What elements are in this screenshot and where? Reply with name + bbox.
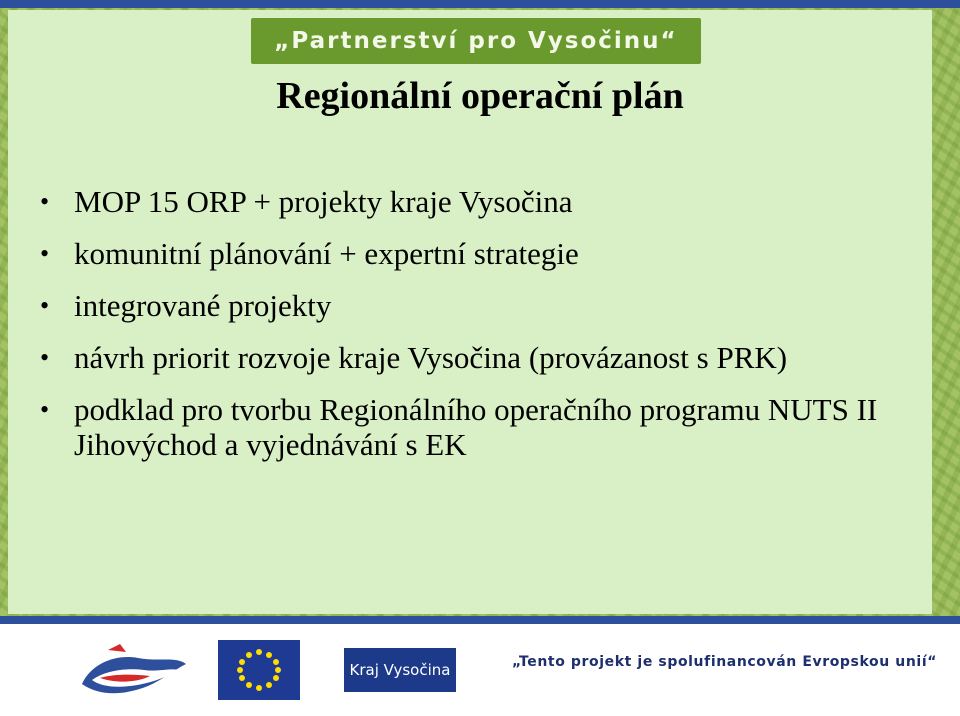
footer — [0, 624, 960, 716]
bullet-icon: • — [40, 291, 50, 320]
bullet-text: komunitní plánování + expertní strategie — [74, 236, 579, 271]
bullet-list — [40, 184, 920, 479]
bullet-icon: • — [40, 239, 50, 268]
slide-title: Regionální operační plán — [276, 75, 684, 117]
bullet-icon: • — [40, 343, 50, 372]
bottom-blue-bar — [0, 616, 960, 624]
kraj-vysocina-logo — [344, 648, 456, 692]
bullet-text: integrované projekty — [74, 288, 332, 323]
bullet-text: MOP 15 ORP + projekty kraje Vysočina — [74, 184, 573, 219]
czech-regions-logo-icon — [78, 640, 190, 702]
bullet-item — [40, 184, 920, 219]
bullet-item — [40, 288, 920, 323]
kraj-logo-text: Kraj Vysočina — [349, 661, 451, 679]
bullet-item — [40, 236, 920, 271]
cofinancing-notice: „Tento projekt je spolufinancován Evropskou unií“ — [512, 654, 938, 670]
bullet-text: podklad pro tvorbu Regionálního operačního programu NUTS II Jihovýchod a vyjednávání s EK — [74, 392, 878, 462]
banner-text: „Partnerství pro Vysočinu“ — [274, 28, 678, 54]
bullet-item — [40, 392, 920, 462]
bullet-item — [40, 340, 920, 375]
bullet-icon: • — [40, 395, 50, 424]
partnerstvi-banner — [251, 18, 701, 64]
top-blue-bar — [0, 0, 960, 8]
bullet-icon: • — [40, 187, 50, 216]
eu-flag-icon — [218, 640, 300, 700]
bullet-text: návrh priorit rozvoje kraje Vysočina (provázanost s PRK) — [74, 340, 788, 375]
